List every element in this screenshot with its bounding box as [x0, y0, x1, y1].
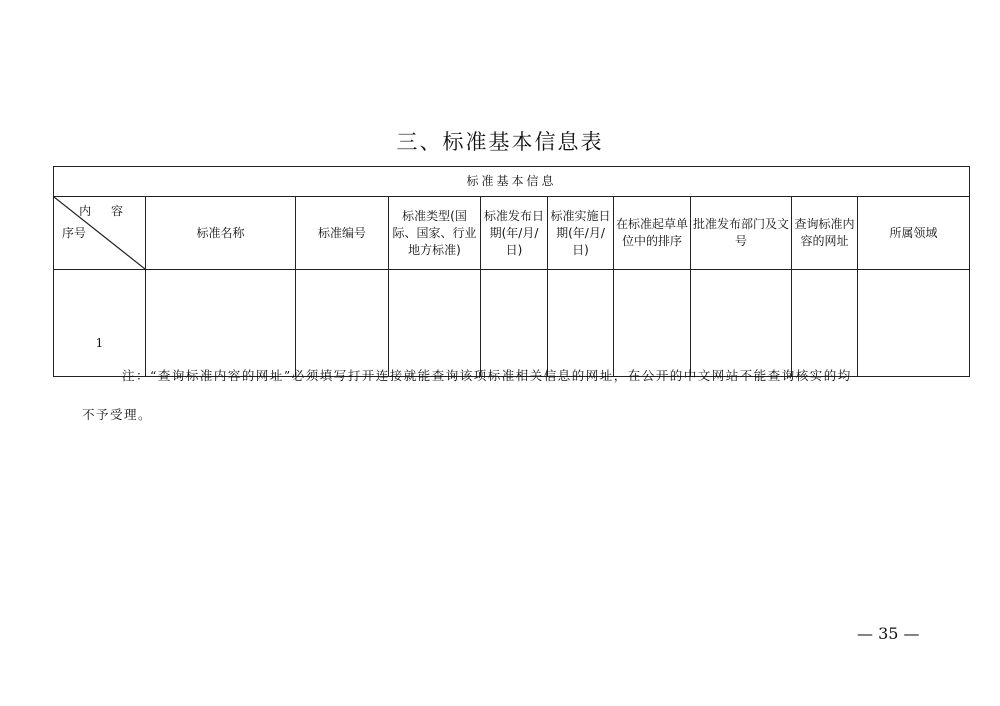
header-drafter-rank: 在标准起草单位中的排序: [614, 197, 691, 270]
page-number: — 35 —: [857, 624, 920, 643]
section-title: 三、标准基本信息表: [396, 130, 604, 154]
row-seq: 1: [54, 270, 146, 377]
cell-publish-date[interactable]: [481, 270, 548, 377]
header-standard-number: 标准编号: [296, 197, 389, 270]
cell-standard-name[interactable]: [146, 270, 296, 377]
header-standard-name: 标准名称: [146, 197, 296, 270]
corner-content-label: 内 容: [79, 204, 131, 218]
header-query-url: 查询标准内容的网址: [792, 197, 858, 270]
header-publish-date: 标准发布日期(年/月/日): [481, 197, 548, 270]
header-approval-dept: 批准发布部门及文号: [691, 197, 792, 270]
header-domain: 所属领域: [858, 197, 970, 270]
cell-drafter-rank[interactable]: [614, 270, 691, 377]
header-standard-type: 标准类型(国际、国家、行业地方标准): [389, 197, 481, 270]
cell-domain[interactable]: [858, 270, 970, 377]
table-caption: 标准基本信息: [54, 167, 970, 197]
table-row: [54, 270, 970, 377]
cell-query-url[interactable]: [792, 270, 858, 377]
note-line-1: 注：“查询标准内容的网址”必须填写打开连接就能查询该项标准相关信息的网址，在公开的中文网站不能查询核实的均: [122, 368, 852, 383]
corner-header-cell: [54, 197, 146, 270]
cell-standard-type[interactable]: [389, 270, 481, 377]
corner-seq-label: 序号: [62, 226, 87, 240]
cell-standard-number[interactable]: [296, 270, 389, 377]
cell-approval-dept[interactable]: [691, 270, 792, 377]
standard-info-table: [53, 166, 970, 377]
note-line-2: 不予受理。: [82, 407, 153, 422]
cell-effective-date[interactable]: [548, 270, 614, 377]
header-effective-date: 标准实施日期(年/月/日): [548, 197, 614, 270]
